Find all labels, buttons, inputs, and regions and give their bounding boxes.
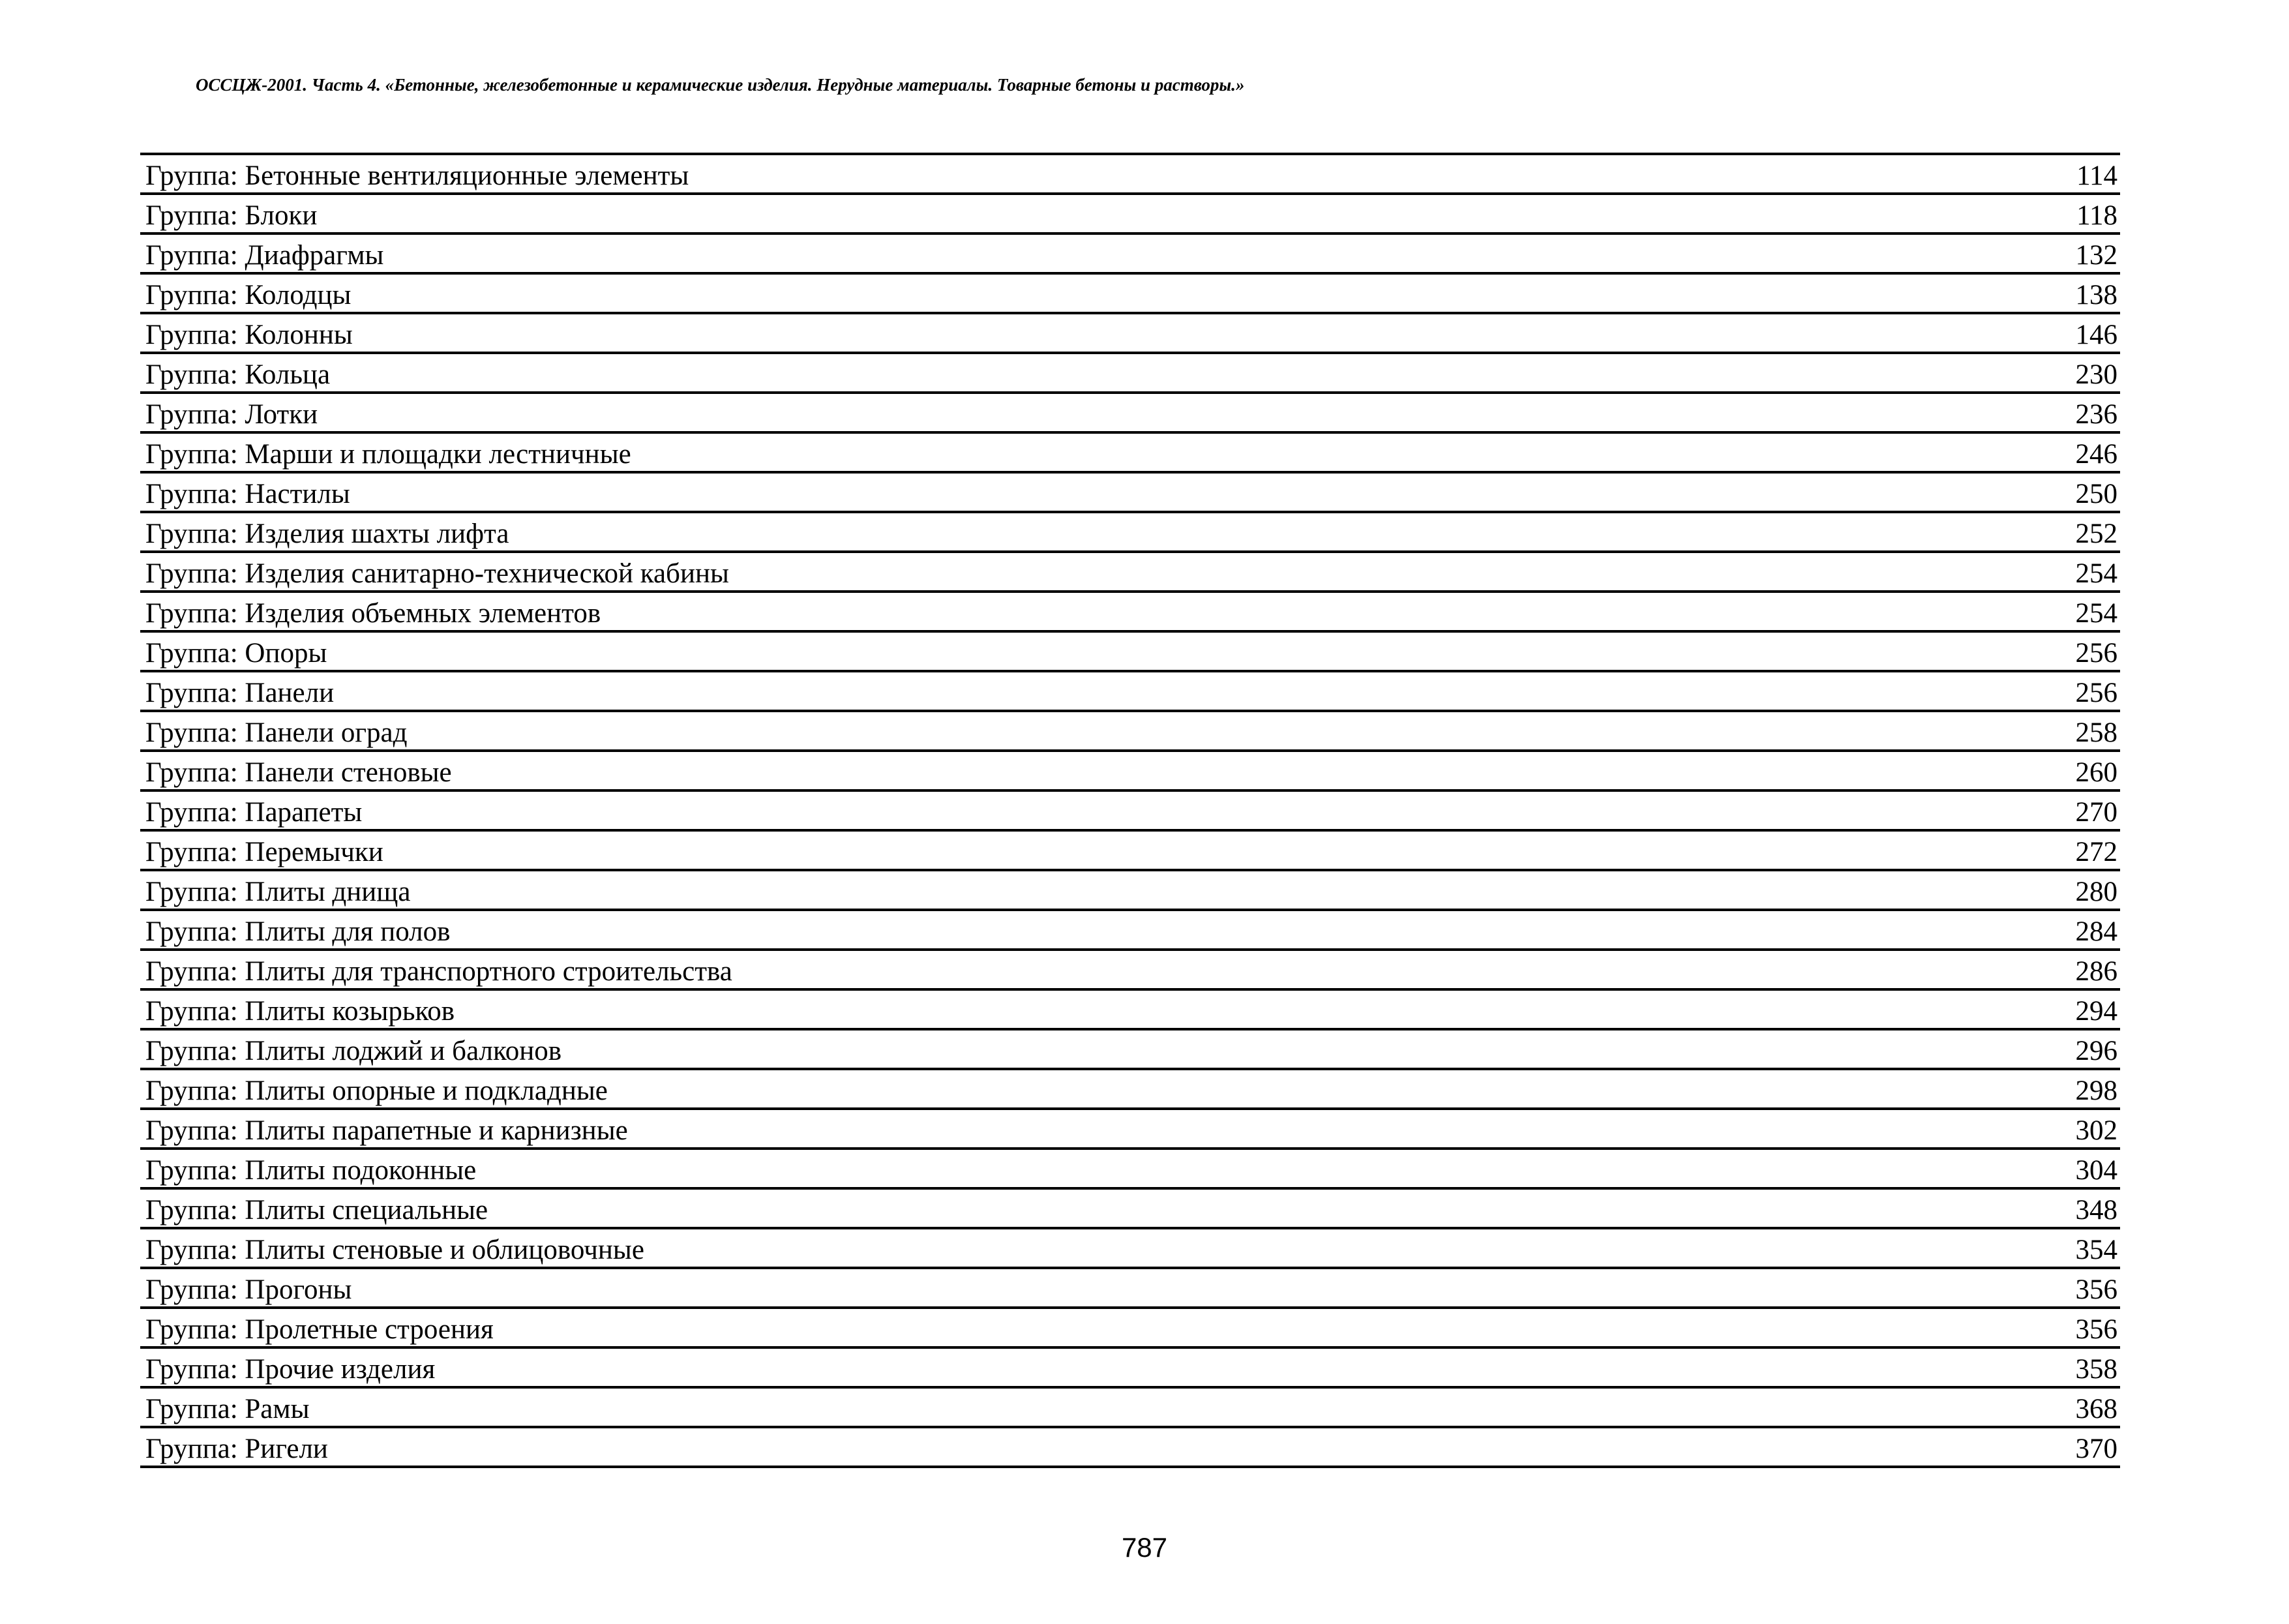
toc-row-page-number: 354: [2075, 1235, 2117, 1265]
toc-row-page-number: 272: [2075, 837, 2117, 867]
toc-row: [140, 871, 2120, 911]
toc-row-title: Группа: Блоки: [145, 200, 318, 231]
toc-row-page-number: 118: [2076, 200, 2117, 231]
toc-row: [140, 832, 2120, 871]
toc-row-title: Группа: Плиты парапетные и карнизные: [145, 1115, 628, 1146]
toc-row: [140, 712, 2120, 752]
toc-row-title: Группа: Плиты лоджий и балконов: [145, 1036, 562, 1066]
toc-row-page-number: 304: [2075, 1155, 2117, 1186]
toc-row: [140, 155, 2120, 195]
toc-row: [140, 951, 2120, 991]
toc-row: [140, 553, 2120, 593]
toc-row-title: Группа: Плиты специальные: [145, 1195, 488, 1226]
toc-row-page-number: 138: [2075, 280, 2117, 310]
toc-row-title: Группа: Опоры: [145, 638, 327, 669]
toc-row: [140, 513, 2120, 553]
toc-row-title: Группа: Панели: [145, 678, 335, 708]
toc-row: [140, 1309, 2120, 1349]
toc-row-page-number: 254: [2075, 558, 2117, 589]
toc-row-page-number: 230: [2075, 359, 2117, 390]
toc-row-page-number: 114: [2076, 160, 2117, 191]
toc-row-page-number: 270: [2075, 797, 2117, 828]
toc-row-page-number: 302: [2075, 1115, 2117, 1146]
toc-row-page-number: 348: [2075, 1195, 2117, 1226]
toc-row-title: Группа: Настилы: [145, 479, 350, 509]
toc-row-page-number: 258: [2075, 717, 2117, 748]
toc-row: [140, 911, 2120, 951]
toc-row: [140, 752, 2120, 792]
toc-row: [140, 1150, 2120, 1190]
toc-row-title: Группа: Плиты опорные и подкладные: [145, 1075, 608, 1106]
toc-row: [140, 474, 2120, 513]
toc-row-title: Группа: Плиты козырьков: [145, 996, 455, 1027]
toc-row-page-number: 298: [2075, 1075, 2117, 1106]
toc-row-page-number: 280: [2075, 877, 2117, 907]
toc-row-page-number: 260: [2075, 757, 2117, 788]
toc-row-title: Группа: Изделия шахты лифта: [145, 519, 509, 549]
toc-row-page-number: 370: [2075, 1434, 2117, 1464]
toc-row: [140, 314, 2120, 354]
toc-row: [140, 394, 2120, 434]
toc-row-page-number: 296: [2075, 1036, 2117, 1066]
toc-row-title: Группа: Изделия санитарно-технической кабины: [145, 558, 729, 589]
toc-row: [140, 1030, 2120, 1070]
toc-row: [140, 593, 2120, 633]
toc-row-page-number: 294: [2075, 996, 2117, 1027]
toc-row: [140, 434, 2120, 474]
toc-row-title: Группа: Перемычки: [145, 837, 383, 867]
toc-row-title: Группа: Плиты для полов: [145, 916, 451, 947]
toc-row-title: Группа: Плиты стеновые и облицовочные: [145, 1235, 644, 1265]
toc-row-page-number: 132: [2075, 240, 2117, 271]
toc-row-title: Группа: Плиты днища: [145, 877, 411, 907]
page-number: 787: [1121, 1532, 1168, 1563]
toc-row-page-number: 356: [2075, 1314, 2117, 1345]
toc-row: [140, 1110, 2120, 1150]
toc-row: [140, 792, 2120, 832]
toc-row-page-number: 254: [2075, 598, 2117, 629]
toc-row: [140, 1389, 2120, 1428]
toc-row-page-number: 250: [2075, 479, 2117, 509]
toc-row: [140, 1190, 2120, 1229]
toc-row-title: Группа: Ригели: [145, 1434, 328, 1464]
toc-row: [140, 1269, 2120, 1309]
toc-row: [140, 235, 2120, 275]
toc-row: [140, 1070, 2120, 1110]
toc-row-page-number: 256: [2075, 678, 2117, 708]
toc-row: [140, 275, 2120, 314]
toc-row-title: Группа: Прочие изделия: [145, 1354, 436, 1385]
toc-row: [140, 354, 2120, 394]
toc-row: [140, 633, 2120, 672]
toc-row-title: Группа: Плиты подоконные: [145, 1155, 477, 1186]
toc-row-title: Группа: Парапеты: [145, 797, 363, 828]
toc-row-page-number: 356: [2075, 1274, 2117, 1305]
toc-row-title: Группа: Изделия объемных элементов: [145, 598, 601, 629]
toc-row-title: Группа: Колодцы: [145, 280, 352, 310]
toc-row: [140, 991, 2120, 1030]
toc-row-page-number: 256: [2075, 638, 2117, 669]
toc-row-title: Группа: Лотки: [145, 399, 318, 430]
toc-row-title: Группа: Бетонные вентиляционные элементы: [145, 160, 689, 191]
toc-row-title: Группа: Панели стеновые: [145, 757, 452, 788]
document-header: ОССЦЖ-2001. Часть 4. «Бетонные, железобетонные и керамические изделия. Нерудные материалы. Товарные бетоны и растворы.»: [196, 75, 1245, 95]
toc-row-title: Группа: Марши и площадки лестничные: [145, 439, 631, 470]
toc-row: [140, 1229, 2120, 1269]
toc-row-page-number: 146: [2075, 320, 2117, 350]
toc-row: [140, 1428, 2120, 1468]
toc-row-page-number: 368: [2075, 1394, 2117, 1424]
toc-row: [140, 195, 2120, 235]
toc-row-page-number: 252: [2075, 519, 2117, 549]
toc-row: [140, 1349, 2120, 1389]
toc-row-title: Группа: Колонны: [145, 320, 353, 350]
toc-row-page-number: 358: [2075, 1354, 2117, 1385]
toc-row-title: Группа: Кольца: [145, 359, 331, 390]
toc-row-title: Группа: Прогоны: [145, 1274, 352, 1305]
toc-row-title: Группа: Диафрагмы: [145, 240, 384, 271]
toc-row-title: Группа: Пролетные строения: [145, 1314, 494, 1345]
toc-row-title: Группа: Плиты для транспортного строительства: [145, 956, 732, 987]
toc-row-page-number: 284: [2075, 916, 2117, 947]
toc-row-title: Группа: Рамы: [145, 1394, 310, 1424]
toc-row-page-number: 236: [2075, 399, 2117, 430]
toc-row-page-number: 246: [2075, 439, 2117, 470]
toc-row-page-number: 286: [2075, 956, 2117, 987]
toc-row-title: Группа: Панели оград: [145, 717, 408, 748]
table-of-contents: [140, 153, 2120, 1468]
toc-row: [140, 672, 2120, 712]
